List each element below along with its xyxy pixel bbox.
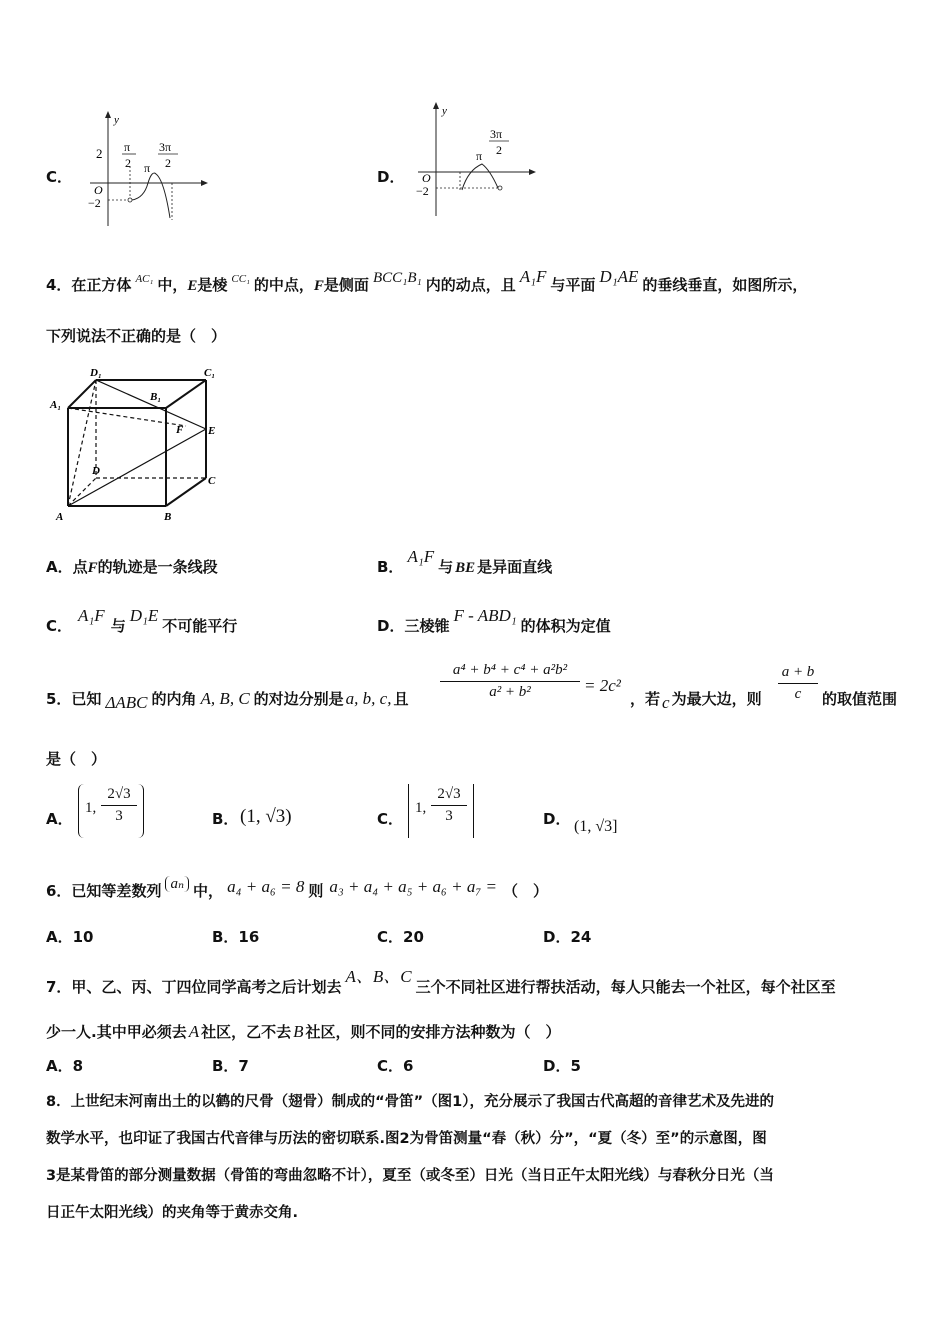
q5-fraction bbox=[440, 662, 580, 701]
x-arrow-icon bbox=[529, 169, 536, 175]
q5-stem-line1: 5．已知 ΔABC 的内角 A, B, C 的对边分别是 a, b, c, 且 bbox=[46, 689, 409, 712]
label-neg2: −2 bbox=[88, 196, 101, 210]
q5-option-c-label: C． bbox=[377, 810, 404, 828]
q4-option-a[interactable]: A．点F的轨迹是一条线段 bbox=[46, 558, 218, 576]
q5-option-a[interactable]: 1, 2√3 3 bbox=[78, 784, 144, 838]
q4-option-d[interactable]: D．三棱锥F - ABD₁的体积为定值 bbox=[377, 606, 611, 635]
q5-fraction-denominator: a² + b² bbox=[489, 684, 531, 700]
label-A1: A₁ bbox=[50, 399, 62, 411]
q4-stem-line2: 下列说法不正确的是（ ） bbox=[46, 327, 227, 345]
q6-option-a[interactable]: A．10 bbox=[46, 928, 94, 946]
label-3pi-den: 2 bbox=[165, 156, 171, 170]
origin-label: O bbox=[94, 183, 103, 197]
q5-ratio-numerator: a + b bbox=[781, 664, 815, 680]
q7-stem-line1: 7．甲、乙、丙、丁四位同学高考之后计划去A、B、C三个不同社区进行帮扶活动，每人只能去一个社区，每个社区至 bbox=[46, 967, 836, 996]
q8-line2: 数学水平，也印证了我国古代音律与历法的密切联系.图2为骨笛测量“春（秋）分”，“夏（冬）至”的示意图，图 bbox=[46, 1131, 767, 1147]
q5-option-d-label: D． bbox=[543, 810, 571, 828]
label-A: A bbox=[56, 511, 64, 523]
q4-plane-symbol: D₁AE bbox=[599, 267, 639, 286]
q7-option-c[interactable]: C．6 bbox=[377, 1057, 414, 1075]
q5-fraction-numerator: a⁴ + b⁴ + c⁴ + a²b² bbox=[452, 662, 568, 678]
q3-option-d-graph bbox=[412, 98, 542, 220]
q5-option-d[interactable]: (1, √3] bbox=[574, 818, 618, 835]
q8-line1: 8．上世纪末河南出土的以鹤的尺骨（翅骨）制成的“骨笛”（图1），充分展示了我国古代高超的音律艺术及先进的 bbox=[46, 1094, 774, 1110]
q4-option-b[interactable]: B．A₁F与 BE 是异面直线 bbox=[377, 547, 553, 576]
label-pi-den: 2 bbox=[125, 156, 131, 170]
curve bbox=[132, 173, 170, 218]
q7-option-b[interactable]: B．7 bbox=[212, 1057, 249, 1075]
q7-stem-line2: 少一人.其中甲必须去 A 社区，乙不去 B 社区，则不同的安排方法种数为（ ） bbox=[46, 1022, 561, 1041]
label-E: E bbox=[208, 425, 216, 437]
q3-option-c-label: C． bbox=[46, 168, 73, 186]
q4-option-c[interactable]: C．A₁F与D₁E不可能平行 bbox=[46, 606, 238, 635]
q7-option-d[interactable]: D．5 bbox=[543, 1057, 581, 1075]
label-pi: π bbox=[144, 161, 151, 175]
q6-option-d[interactable]: D．24 bbox=[543, 928, 592, 946]
y-axis-label: y bbox=[114, 114, 119, 126]
open-point bbox=[498, 186, 502, 190]
y-arrow-icon bbox=[433, 102, 439, 109]
label-neg2: −2 bbox=[416, 184, 429, 198]
q5-stem-end: 的取值范围 bbox=[822, 690, 898, 708]
label-2: 2 bbox=[96, 146, 103, 161]
q7-option-a[interactable]: A．8 bbox=[46, 1057, 84, 1075]
q5-option-b[interactable]: (1, √3) bbox=[240, 806, 292, 827]
label-3pi-den: 2 bbox=[496, 143, 502, 157]
label-B1: B₁ bbox=[150, 391, 162, 403]
curve bbox=[462, 164, 498, 190]
label-F: F bbox=[176, 424, 184, 436]
q8-line3: 3是某骨笛的部分测量数据（骨笛的弯曲忽略不计），夏至（或冬至）日光（当日正午太阳光线）与春秋分日光（当 bbox=[46, 1168, 774, 1184]
label-3pi-num: 3π bbox=[159, 140, 172, 154]
q5-ratio bbox=[778, 664, 818, 703]
label-pi-num: π bbox=[124, 140, 131, 154]
q6-stem: 6．已知等差数列 aₙ 中， a₄ + a₆ = 8 则 a₃ + a₄ + a₅ + a₆ + a₇ = （ ） bbox=[46, 876, 549, 900]
x-arrow-icon bbox=[201, 180, 208, 186]
q5-option-a-label: A． bbox=[46, 810, 73, 828]
origin-label: O bbox=[422, 171, 431, 185]
q4-stem-line1: 4．在正方体 $^{AC_1}$ 中，E是棱 $^{CC_1}$ 的中点，F是侧面 BCC₁B₁ 内的动点，且 A₁F 与平面 D₁AE 的垂线垂直，如图所示， bbox=[46, 267, 808, 294]
q5-option-b-label: B． bbox=[212, 810, 239, 828]
q6-option-c[interactable]: C．20 bbox=[377, 928, 424, 946]
q5-stem-line2: 是（ ） bbox=[46, 750, 107, 768]
q4-segment-symbol: A₁F bbox=[519, 267, 547, 286]
q5-stem-line1b: ，若 c 为最大边，则 bbox=[630, 690, 762, 712]
label-pi: π bbox=[476, 149, 483, 163]
q8-line4: 日正午太阳光线）的夹角等于黄赤交角. bbox=[46, 1205, 299, 1221]
q5-fraction-rhs: = 2c² bbox=[584, 676, 621, 695]
open-point bbox=[128, 198, 132, 202]
q5-option-c[interactable]: 1, 2√3 3 bbox=[408, 784, 474, 838]
y-arrow-icon bbox=[105, 111, 111, 118]
label-C1: C₁ bbox=[204, 367, 216, 379]
q4-cube-symbol: AC₁ bbox=[135, 273, 154, 285]
y-axis-label: y bbox=[442, 105, 447, 117]
q3-option-d-label: D． bbox=[377, 168, 405, 186]
label-D1: D₁ bbox=[90, 367, 102, 379]
label-C: C bbox=[208, 475, 216, 487]
label-D: D bbox=[92, 465, 100, 477]
label-3pi-num: 3π bbox=[490, 127, 503, 141]
q3-option-c-graph bbox=[86, 108, 216, 230]
q5-ratio-denominator: c bbox=[794, 686, 802, 702]
q4-cube-figure bbox=[46, 362, 226, 524]
q4-face-symbol: BCC₁B₁ bbox=[372, 270, 422, 286]
q6-option-b[interactable]: B．16 bbox=[212, 928, 260, 946]
label-B: B bbox=[164, 511, 172, 523]
q4-edge-symbol: CC₁ bbox=[231, 273, 250, 285]
